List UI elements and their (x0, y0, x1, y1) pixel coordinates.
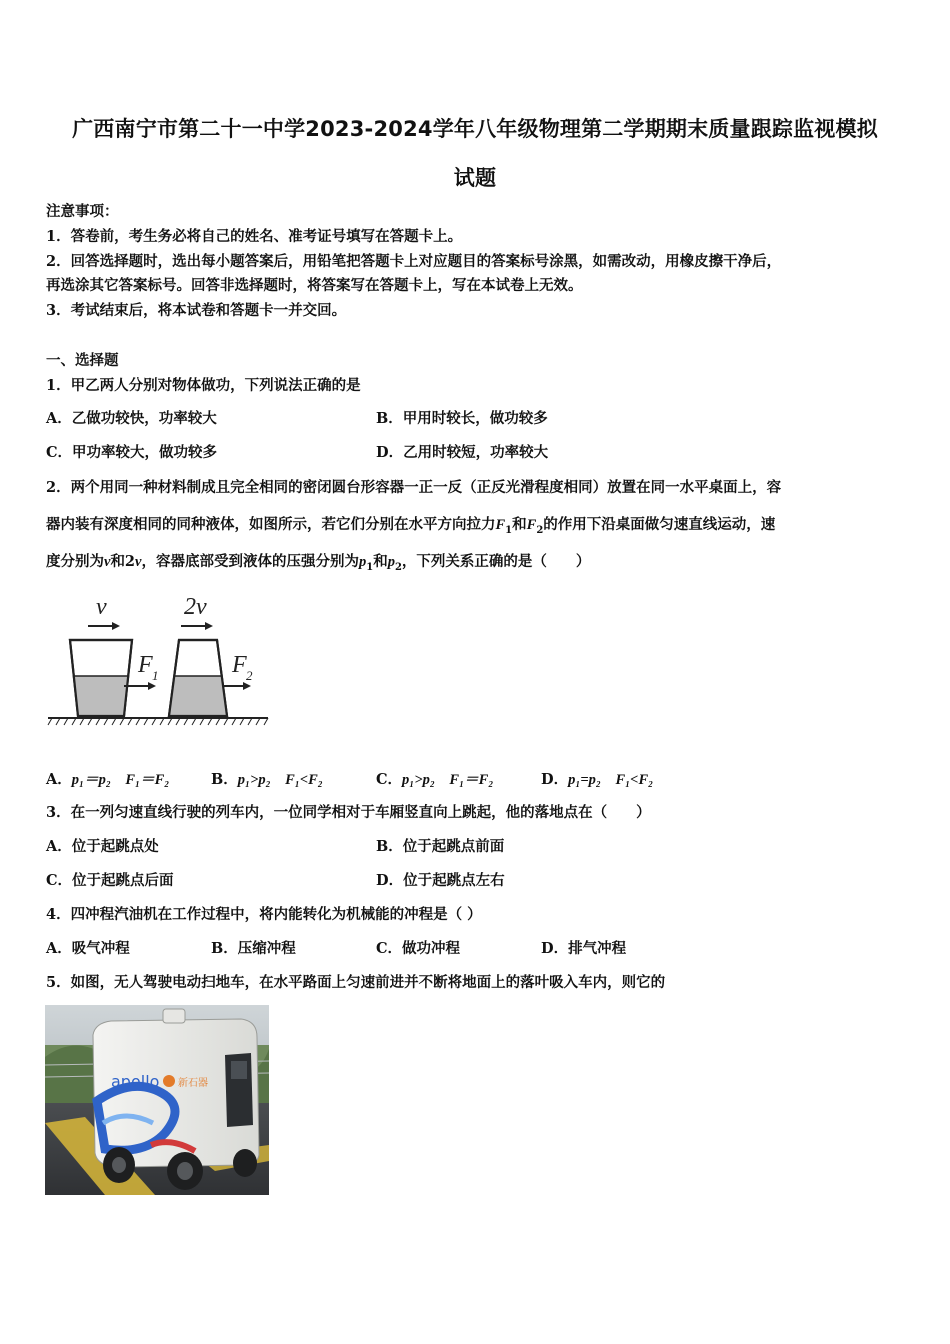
q2-var-f: F (526, 517, 537, 533)
q4-option-a: A．吸气冲程 (46, 940, 130, 957)
q4-option-b: B．压缩冲程 (211, 940, 296, 957)
fig-label-f1-sub: 1 (152, 668, 159, 683)
question-5-stem: 5．如图，无人驾驶电动扫地车，在水平路面上匀速前进并不断将地面上的落叶吸入车内，则它的 (46, 974, 666, 991)
q1-option-d: D．乙用时较短，功率较大 (376, 444, 549, 461)
q2-sub: 1 (505, 524, 513, 536)
option-key: A． (46, 771, 72, 788)
exam-title-line1: 广西南宁市第二十一中学2023-2024学年八年级物理第二学期期末质量跟踪监视模拟 (72, 117, 878, 141)
fig-label-f2-sub: 2 (246, 668, 253, 683)
q2-text: ，下列关系正确的是（ ） (401, 553, 591, 570)
exam-title-line2: 试题 (453, 166, 497, 190)
q1-option-c: C．甲功率较大，做功较多 (46, 444, 218, 461)
option-key: B． (211, 771, 238, 788)
q2-text: 和 (512, 516, 527, 533)
q1-option-a: A．乙做功较快，功率较大 (46, 410, 217, 427)
option-text: p₁=p₂ F₁<F₂ (568, 772, 654, 788)
question-2-line-3 (46, 552, 590, 578)
notice-item-3: 3．考试结束后，将本试卷和答题卡一并交回。 (46, 302, 347, 319)
fig-label-v: v (96, 594, 107, 620)
notice-item-1: 1．答卷前，考生务必将自己的姓名、准考证号填写在答题卡上。 (46, 228, 463, 245)
q2-text: 度分别为 (46, 553, 104, 570)
q2-text: 和2 (110, 553, 136, 570)
q2-option-b (211, 770, 323, 790)
notice-item-2-cont: 再选涂其它答案标号。回答非选择题时，将答案写在答题卡上，写在本试卷上无效。 (46, 277, 583, 294)
question-4-stem: 4．四冲程汽油机在工作过程中，将内能转化为机械能的冲程是（ ） (46, 906, 482, 923)
q2-var-p: p (358, 554, 367, 570)
q3-option-a: A．位于起跳点处 (46, 838, 159, 855)
q2-option-c (376, 770, 493, 790)
fig-label-2v: 2v (184, 594, 207, 620)
q1-option-b: B．甲用时较长，做功较多 (376, 410, 548, 427)
q2-sub: 1 (366, 561, 374, 573)
q3-option-b: B．位于起跳点前面 (376, 838, 505, 855)
option-text: p₁>p₂ F₁＝F₂ (402, 772, 494, 788)
q2-text: 和 (373, 553, 388, 570)
q4-option-c: C．做功冲程 (376, 940, 461, 957)
question-2-line-2 (46, 515, 775, 541)
q2-containers-figure (46, 588, 272, 730)
q2-var-f: F (495, 517, 506, 533)
photo-logo-text: 新石器 (178, 1078, 208, 1089)
q2-sub: 2 (536, 524, 544, 536)
option-key: D． (541, 771, 569, 788)
section-heading: 一、选择题 (46, 352, 119, 369)
q2-sub: 2 (394, 561, 402, 573)
notice-heading: 注意事项： (46, 203, 119, 220)
q2-var-v: v (104, 554, 111, 570)
q2-var-v: v (135, 554, 142, 570)
option-text: p₁>p₂ F₁<F₂ (237, 772, 323, 788)
option-key: C． (376, 771, 403, 788)
q3-option-d: D．位于起跳点左右 (376, 872, 505, 889)
q2-option-a (46, 770, 169, 790)
fig-label-f1: F (138, 652, 153, 678)
q3-option-c: C．位于起跳点后面 (46, 872, 174, 889)
question-1-stem: 1．甲乙两人分别对物体做功，下列说法正确的是 (46, 377, 361, 394)
q5-sweeper-photo (45, 1005, 269, 1195)
notice-item-2: 2．回答选择题时，选出每小题答案后，用铅笔把答题卡上对应题目的答案标号涂黑，如需改动，用橡皮擦干净后， (46, 253, 782, 270)
q2-text: 器内装有深度相同的同种液体，如图所示，若它们分别在水平方向拉力 (46, 516, 496, 533)
question-2-line-1: 2．两个用同一种材料制成且完全相同的密闭圆台形容器一正一反（正反光滑程度相同）放置在同一水平桌面上，容 (46, 479, 782, 496)
q2-text: 的作用下沿桌面做匀速直线运动，速 (543, 516, 776, 533)
q2-var-p: p (387, 554, 395, 570)
q2-text: ，容器底部受到液体的压强分别为 (141, 553, 359, 570)
q4-option-d: D．排气冲程 (541, 940, 627, 957)
q2-option-d (541, 770, 653, 790)
option-text: p₁＝p₂ F₁＝F₂ (71, 772, 170, 788)
fig-label-f2: F (232, 652, 247, 678)
photo-brand-text: apollo (111, 1072, 160, 1091)
question-3-stem: 3．在一列匀速直线行驶的列车内，一位同学相对于车厢竖直向上跳起，他的落地点在（ ） (46, 804, 651, 821)
